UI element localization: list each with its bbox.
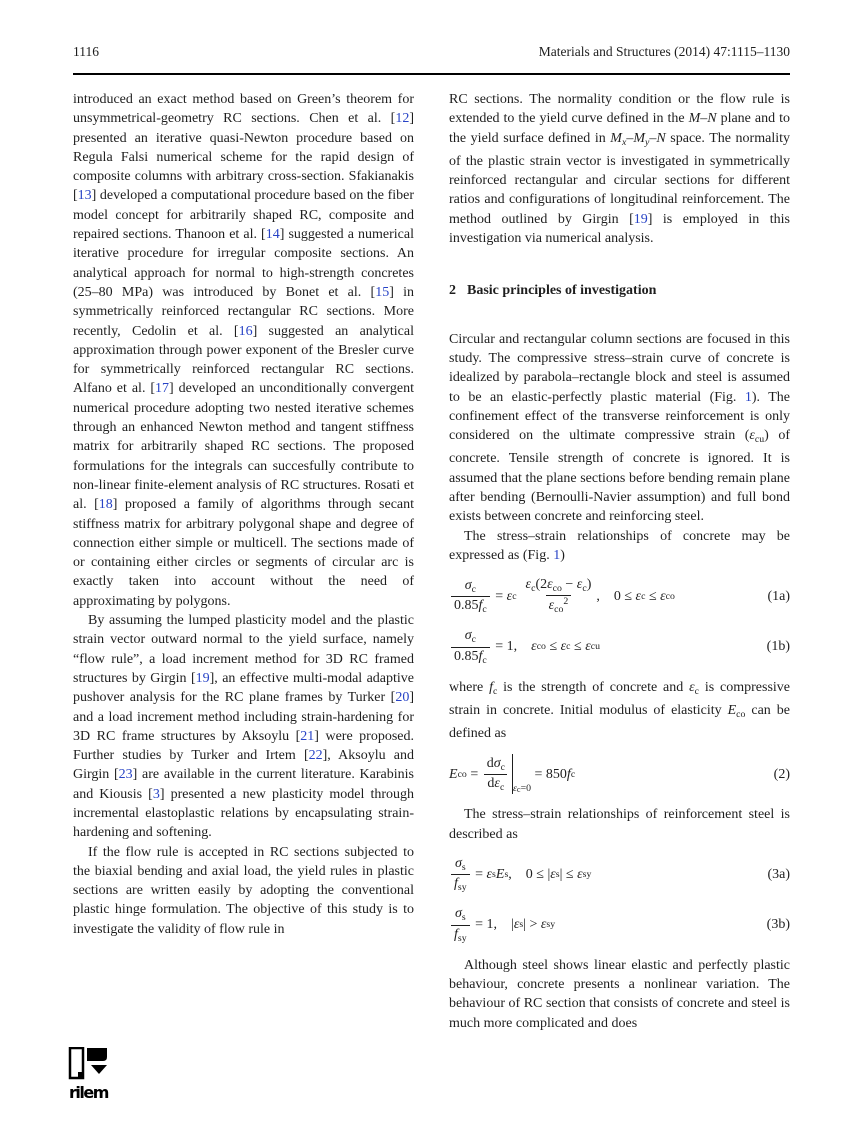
paragraph <box>449 330 790 527</box>
text-segment: ] suggested a numerical iterative procedure for irregular composite sections. An analytical approach for normal to high-strength concretes (25–80 MPa) was introduced by Bonet et al. [ <box>73 227 415 300</box>
citation-link[interactable]: 19 <box>195 670 210 686</box>
text-segment: ε <box>577 867 583 883</box>
paragraph <box>73 843 414 939</box>
text-segment: ε <box>660 588 666 604</box>
text-segment: ε <box>547 577 553 593</box>
equation-body <box>449 754 575 794</box>
page-header <box>73 44 790 60</box>
text-segment: ] proposed a family of algorithms through secant stiffness matrix for arbitrary polygonal shape and degree of connection either simple or multicell. The sections made of or containing either circles or segments of circular arc is exactly taken into account without the need of approximating by polygons. <box>73 497 415 609</box>
text-segment: =0 <box>520 782 532 794</box>
text-segment: 2 <box>563 596 569 608</box>
text-segment: f <box>566 766 571 782</box>
text-segment: s <box>519 919 524 931</box>
text-segment: cu <box>754 434 765 446</box>
text-segment: f <box>489 679 493 695</box>
text-segment: σ <box>464 628 472 644</box>
fraction <box>451 855 470 894</box>
citation-link[interactable]: 21 <box>300 728 315 744</box>
text-segment: ε <box>540 917 547 933</box>
text-segment: RC sections. The normality condition or the flow rule is extended to the yield curve defined in the <box>449 92 790 127</box>
text-segment: ε <box>486 867 493 883</box>
text-segment: c <box>582 583 587 595</box>
text-segment: co <box>554 604 564 616</box>
paragraph <box>449 90 790 248</box>
text-segment: ] developed an unconditionally convergent numerical procedure adopting two nested iterative schemes through an enhanced Newton method and tangent stiffness matrix for arbitrarily shaped RC sections. The proposed formulations for the integrals can succesfully contribute to non-linear finite-element analysis of RC structures. Rosati et al. [ <box>73 381 414 513</box>
text-segment: f <box>478 648 483 664</box>
text-segment: = <box>471 867 487 883</box>
text-segment: ] are available in the current literature. Karabinis and Kiousis [ <box>73 767 414 802</box>
text-segment: c <box>471 634 476 646</box>
fraction <box>484 755 508 794</box>
text-segment: f <box>454 876 458 892</box>
text-segment: y <box>645 136 650 148</box>
text-segment: = 850 <box>531 766 567 782</box>
left-column <box>73 90 414 1033</box>
text-segment: ε <box>548 598 555 614</box>
text-segment: is compressive strain in concrete. Initial modulus of elasticity <box>449 679 791 718</box>
text-segment: N <box>656 130 666 146</box>
text-segment: – <box>649 130 657 146</box>
fraction <box>523 576 595 616</box>
fraction <box>451 905 470 944</box>
text-segment: plane and to the yield surface defined in <box>449 111 790 146</box>
text-segment: c <box>482 603 487 615</box>
text-segment: – <box>626 130 634 146</box>
text-segment: 0 ≤ | <box>525 867 551 883</box>
text-segment: σ <box>464 577 472 593</box>
text-segment: 0.85 <box>454 648 479 664</box>
text-segment: ). The confinement effect of the transverse reinforcement is only considered on the ultimate compressive strain ( <box>449 389 790 444</box>
text-segment: ) <box>560 547 565 563</box>
text-segment: f <box>454 926 458 942</box>
header-rule <box>73 73 790 75</box>
text-segment: introduced an exact method based on Green’s theorem for unsymmetrical-geometry RC sections. Chen et al. [ <box>73 92 414 127</box>
text-segment: ε <box>525 577 532 593</box>
equation-number: (3b) <box>766 917 790 933</box>
text-segment: c <box>694 685 699 697</box>
text-segment: 0 ≤ <box>613 588 636 604</box>
text-segment: E <box>495 867 505 883</box>
two-column-body <box>73 90 790 1033</box>
text-segment: ε <box>749 428 755 444</box>
text-segment: space. The normality of the plastic strain vector is investigated in symmetrically reinforced rectangular and circular sections for different ratios and configurations of longitudinal reinforcement. The method outlined by Girgin [ <box>449 130 790 227</box>
fraction <box>451 627 490 666</box>
text-segment: co <box>552 583 562 595</box>
text-segment: ] presented an iterative quasi-Newton procedure based on Regula Falsi numerical scheme for the rapid design of composite columns with arbitrary cross-section. Sfakianakis [ <box>73 111 414 204</box>
text-segment: ε <box>550 867 556 883</box>
text-segment: | > <box>523 917 541 933</box>
text-segment: σ <box>493 755 501 771</box>
text-segment: Although steel shows linear elastic and perfectly plastic behaviour, concrete presents a nonlinear variation. The behaviour of RC section that consists of concrete and steel is much more complicated and does <box>449 957 790 1031</box>
text-segment: is the strength of concrete and <box>497 679 690 695</box>
text-segment: = <box>491 588 507 604</box>
equation-body <box>449 855 591 894</box>
text-segment: σ <box>454 856 462 872</box>
text-segment: s <box>461 861 466 873</box>
text-segment: s <box>555 869 560 881</box>
text-segment: N <box>707 111 717 127</box>
paragraph <box>449 805 790 844</box>
text-segment: ] were proposed. Further studies by Turker and Irtem [ <box>73 728 414 764</box>
text-segment: σ <box>454 906 462 922</box>
citation-link[interactable]: 20 <box>395 690 410 706</box>
right-column <box>449 90 790 1033</box>
text-segment: M <box>633 130 645 146</box>
evaluated-at-bar <box>512 754 531 794</box>
text-segment: (2 <box>535 577 548 593</box>
text-segment: ] in symmetrically reinforced rectangular RC sections. More recently, Cedolin et al. [ <box>73 284 414 339</box>
text-segment: By assuming the lumped plasticity model and the plastic strain vector outward normal to the yield surface, namely “flow rule”, a load increment method for 3D RC framed structures by Girgin [ <box>73 613 414 686</box>
text-segment: c <box>516 785 521 795</box>
text-segment: c <box>641 590 646 602</box>
rilem-logo-text: rilem <box>69 1083 108 1102</box>
text-segment: sy <box>546 919 556 931</box>
page-number: 1116 <box>73 44 99 59</box>
text-segment: c <box>471 583 476 595</box>
rilem-logo-icon <box>68 1047 114 1105</box>
paragraph <box>449 956 790 1033</box>
paragraph <box>449 527 790 566</box>
equation-number: (3a) <box>767 867 790 883</box>
text-segment: | <box>511 917 514 933</box>
citation-link[interactable]: 12 <box>395 111 410 127</box>
text-segment: | ≤ <box>559 867 578 883</box>
text-segment: ε <box>576 577 583 593</box>
text-segment: ε <box>585 639 591 655</box>
text-segment: sy <box>582 869 592 881</box>
text-segment: = 1, <box>471 917 498 933</box>
text-segment: ) <box>586 577 592 593</box>
text-segment: s <box>492 869 496 881</box>
equation <box>449 627 790 666</box>
text-segment: f <box>478 597 483 613</box>
text-segment: co <box>665 590 675 602</box>
equation <box>449 754 790 794</box>
text-segment: ε <box>513 917 520 933</box>
text-segment: sy <box>457 932 467 944</box>
text-segment: 0.85 <box>454 597 479 613</box>
text-segment: ε <box>506 588 513 604</box>
paragraph <box>73 611 414 843</box>
section-number: 2 <box>449 283 456 299</box>
text-segment: c <box>512 590 517 602</box>
text-segment: , <box>508 867 512 883</box>
text-segment: E <box>449 766 458 782</box>
text-segment: ≤ <box>545 639 561 655</box>
citation-link[interactable]: 23 <box>118 767 133 783</box>
equation-number: (1b) <box>766 639 790 655</box>
text-segment: c <box>499 781 505 793</box>
fraction <box>451 577 490 616</box>
text-segment: ε <box>531 639 537 655</box>
text-segment: can be defined as <box>449 702 790 742</box>
text-segment: M <box>688 111 701 127</box>
text-segment: ], an effective multi-modal adaptive pushover analysis for the RC plane frames by Turker [ <box>73 670 415 706</box>
text-segment: ≤ <box>570 639 586 655</box>
text-segment: c <box>492 685 498 697</box>
text-segment: The stress–strain relationships of concrete may be expressed as (Fig. <box>449 528 790 563</box>
text-segment: sy <box>457 882 467 894</box>
equation <box>449 576 790 616</box>
journal-reference: Materials and Structures (2014) 47:1115–1130 <box>538 44 790 59</box>
text-segment: co <box>536 641 546 653</box>
rilem-logo <box>68 1047 114 1105</box>
citation-link[interactable]: 14 <box>265 227 280 243</box>
text-segment: ], Aksoylu and Girgin [ <box>73 748 414 783</box>
text-segment: ε <box>494 775 500 791</box>
text-segment: = <box>466 766 482 782</box>
text-segment: ε <box>512 782 517 794</box>
equation <box>449 905 790 944</box>
citation-link[interactable]: 17 <box>155 381 170 397</box>
text-segment: c <box>531 583 536 595</box>
text-segment: E <box>727 702 737 718</box>
citation-link[interactable]: 1 <box>553 547 561 563</box>
text-segment: where <box>449 679 490 695</box>
text-segment: ≤ <box>645 588 661 604</box>
text-segment: ε <box>689 679 695 695</box>
text-segment: d <box>487 775 495 791</box>
citation-link[interactable]: 13 <box>77 188 92 204</box>
text-segment: − <box>561 577 577 593</box>
section-title: Basic principles of investigation <box>467 283 657 299</box>
text-segment: s <box>504 869 509 881</box>
text-segment: ] presented a new plasticity model through incremental elastoplastic relations by encapsulating strain-hardening and softening. <box>73 786 414 841</box>
equation-number: (2) <box>773 766 790 782</box>
text-segment: ε <box>635 588 642 604</box>
text-segment: x <box>621 136 627 148</box>
text-segment: Circular and rectangular column sections are focused in this study. The compressive stress–strain curve of concrete is idealized by parabola–rectangle block and steel is assumed to be an elastic-perfectly plastic material (Fig. <box>449 331 790 405</box>
text-segment: c <box>500 761 505 773</box>
text-segment: ) of concrete. Tensile strength of concrete is ignored. It is assumed that the plane sections before bending remain plane after bending (Bernoulli-Navier assumption) and full bond exists between concrete and reinforcing steel. <box>449 428 790 525</box>
text-segment: ] suggested an analytical approximation through power exponent of the Bresler curve for symmetrically reinforced rectangular RC sections. Alfano et al. [ <box>73 323 415 397</box>
citation-link[interactable]: 18 <box>98 497 113 513</box>
text-segment: co <box>736 708 746 720</box>
text-segment: , <box>596 588 600 604</box>
text-segment: – <box>700 111 708 127</box>
citation-link[interactable]: 3 <box>152 786 160 802</box>
equation-body <box>449 905 555 944</box>
equation-body <box>449 576 675 616</box>
text-segment: cu <box>590 641 600 653</box>
equation-body <box>449 627 600 666</box>
equation <box>449 855 790 894</box>
text-segment: ] developed a computational procedure based on the fiber model concept for arbitrarily shaped RC, composite and repaired sections. Thanoon et al. [ <box>73 188 414 243</box>
citation-link[interactable]: 22 <box>308 748 323 764</box>
citation-link[interactable]: 1 <box>744 389 752 405</box>
text-segment: = 1, <box>491 639 518 655</box>
text-segment: ] and a load increment method including strain-hardening for 3D RC frame structures by Aksoylu [ <box>73 690 414 744</box>
paragraph <box>449 678 790 744</box>
text-segment: M <box>610 130 622 146</box>
text-segment: ] is employed in this investigation via numerical analysis. <box>449 211 791 247</box>
text-segment: c <box>566 641 571 653</box>
section-heading <box>449 281 790 300</box>
citation-link[interactable]: 15 <box>375 284 390 300</box>
text-segment: The stress–strain relationships of reinforcement steel is described as <box>449 807 790 842</box>
text-segment: d <box>486 755 494 771</box>
text-segment: s <box>461 912 466 924</box>
paragraph <box>73 90 414 611</box>
text-segment: co <box>457 768 467 780</box>
text-segment: c <box>570 768 576 780</box>
equation-number: (1a) <box>767 588 790 604</box>
text-segment: If the flow rule is accepted in RC sections subjected to the biaxial bending and axial load, the yield rules in plastic sections are written easily by adopting the conventional plastic hinge formulation. The objective of this study is to investigate the validity of flow rule in <box>73 844 414 937</box>
text-segment: c <box>482 654 487 666</box>
citation-link[interactable]: 16 <box>238 323 253 339</box>
citation-link[interactable]: 19 <box>633 211 648 227</box>
text-segment: ε <box>560 639 567 655</box>
